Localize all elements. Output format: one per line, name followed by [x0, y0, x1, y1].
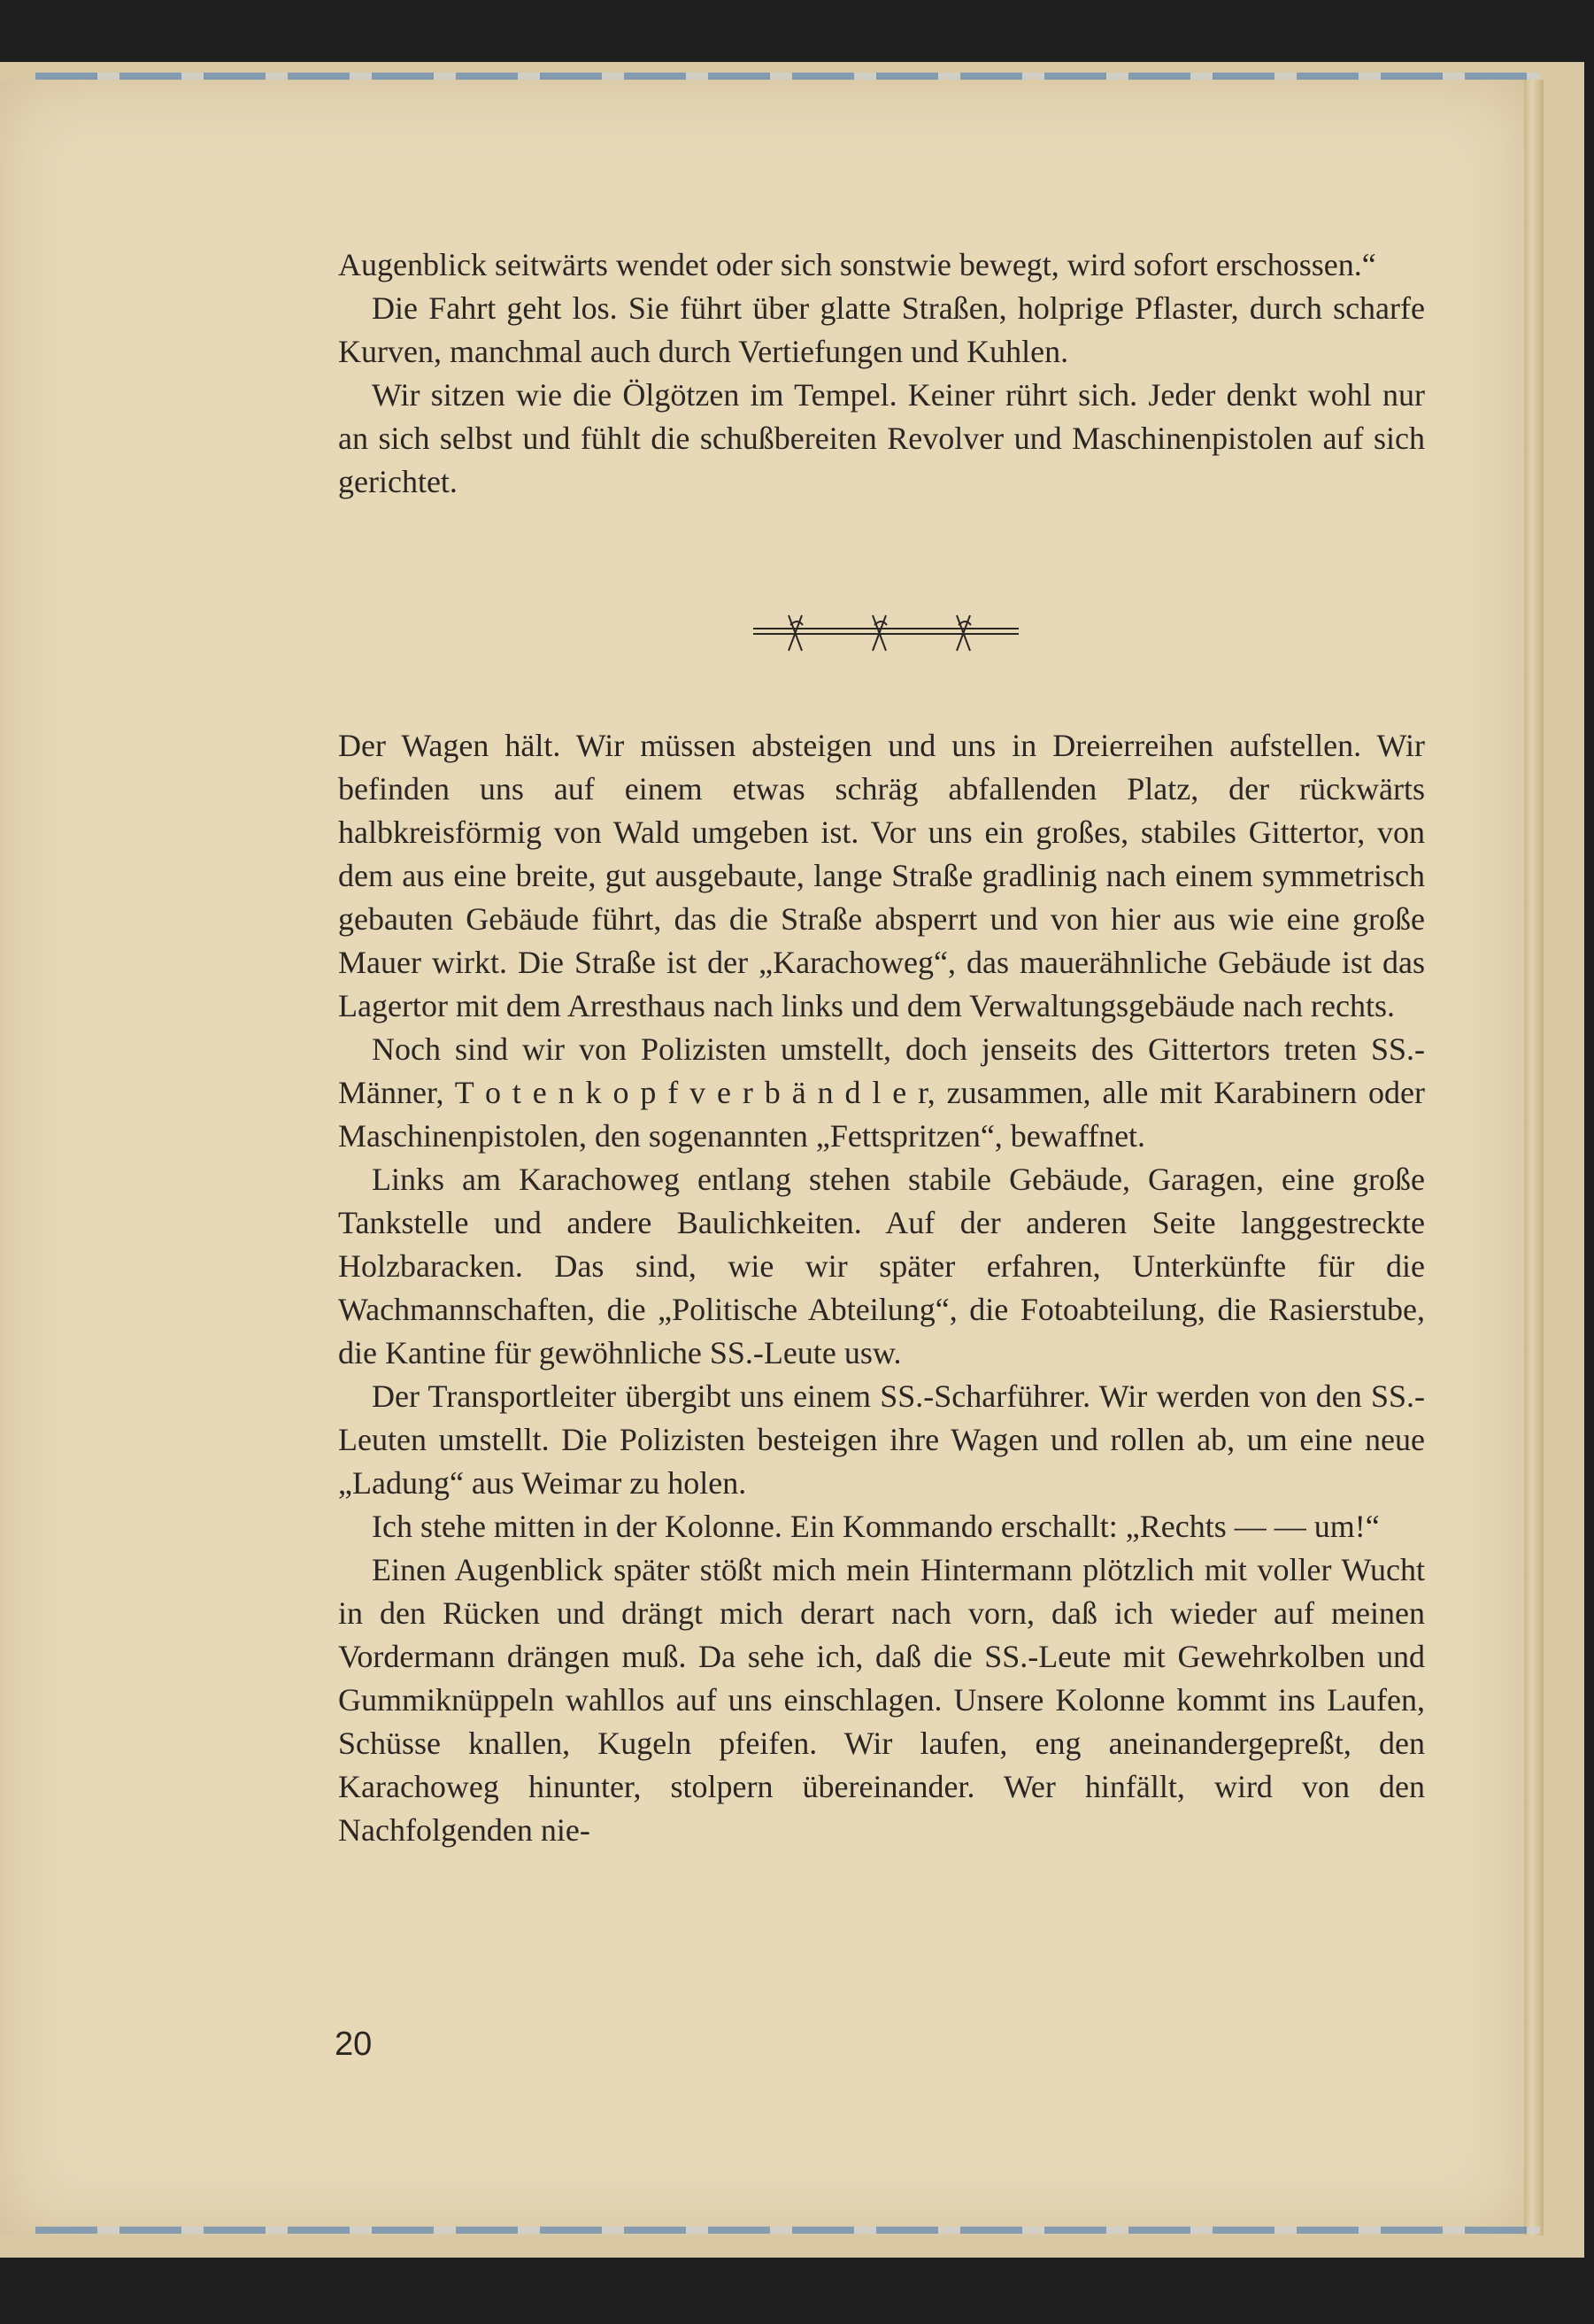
text-block-bottom	[338, 724, 1425, 1852]
paragraph: Die Fahrt geht los. Sie führt über glatte Straßen, holprige Pflaster, durch scharfe Kurven, manchmal auch durch Vertiefungen und Kuhlen.	[338, 290, 1425, 369]
page-fold	[1524, 80, 1544, 2235]
paragraph: Der Transportleiter übergibt uns einem SS.-Scharführer. Wir werden von den SS.-Leuten umstellt. Die Polizisten besteigen ihre Wagen und rollen ab, um eine neue „Ladung“ aus Weimar zu holen.	[338, 1378, 1425, 1501]
paragraph: Noch sind wir von Polizisten umstellt, doch jenseits des Gittertors treten SS.-Männer, T o t e n k o p f v e r b ä n d l e r, zusammen, alle mit Karabinern oder Maschinenpistolen, den sogenannten „Fettspritzen“, bewaffnet.	[338, 1031, 1425, 1154]
paragraph: Ich stehe mitten in der Kolonne. Ein Kommando erschallt: „Rechts — — um!“	[372, 1509, 1380, 1544]
text-block-top	[338, 243, 1425, 504]
paragraph: Wir sitzen wie die Ölgötzen im Tempel. Keiner rührt sich. Jeder denkt wohl nur an sich selbst und fühlt die schußbereiten Revolver und Maschinenpistolen auf sich gerichtet.	[338, 377, 1425, 499]
page-number: 20	[335, 2026, 373, 2063]
cover-stripe-bottom	[35, 2227, 1540, 2234]
paragraph: Einen Augenblick später stößt mich mein Hintermann plötzlich mit voller Wucht in den Rücken und drängt mich derart nach vorn, daß ich wieder auf meinen Vordermann drängen muß. Da sehe ich, daß die SS.-Leute mit Gewehrkolben und Gummiknüppeln wahllos auf uns einschlagen. Unsere Kolonne kommt ins Laufen, Schüsse knallen, Kugeln pfeifen. Wir laufen, eng aneinandergepreßt, den Karachoweg hinunter, stolpern übereinander. Wer hinfällt, wird von den Nachfolgenden nie-	[338, 1552, 1425, 1848]
paragraph: Links am Karachoweg entlang stehen stabile Gebäude, Garagen, eine große Tankstelle und andere Baulichkeiten. Auf der anderen Seite langgestreckte Holzbaracken. Das sind, wie wir später erfahren, Unterkünfte für die Wachmannschaften, die „Politische Abteilung“, die Fotoabteilung, die Rasierstube, die Kantine für gewöhnliche SS.-Leute usw.	[338, 1162, 1425, 1370]
paragraph: Der Wagen hält. Wir müssen absteigen und uns in Dreierreihen aufstellen. Wir befinden uns auf einem etwas schräg abfallenden Platz, der rückwärts halbkreisförmig von Wald umgeben ist. Vor uns ein großes, stabiles Gittertor, von dem aus eine breite, gut ausgebaute, lange Straße gradlinig nach einem symmetrisch gebauten Gebäude führt, das die Straße absperrt und von hier aus wie eine große Mauer wirkt. Die Straße ist der „Karachoweg“, das mauerähnliche Gebäude ist das Lagertor mit dem Arresthaus nach links und dem Verwaltungsgebäude nach rechts.	[338, 728, 1425, 1023]
paragraph: Augenblick seitwärts wendet oder sich sonstwie bewegt, wird sofort erschossen.“	[338, 247, 1376, 282]
barbed-wire-ornament-icon	[753, 611, 1019, 655]
cover-stripe-top	[35, 73, 1540, 80]
